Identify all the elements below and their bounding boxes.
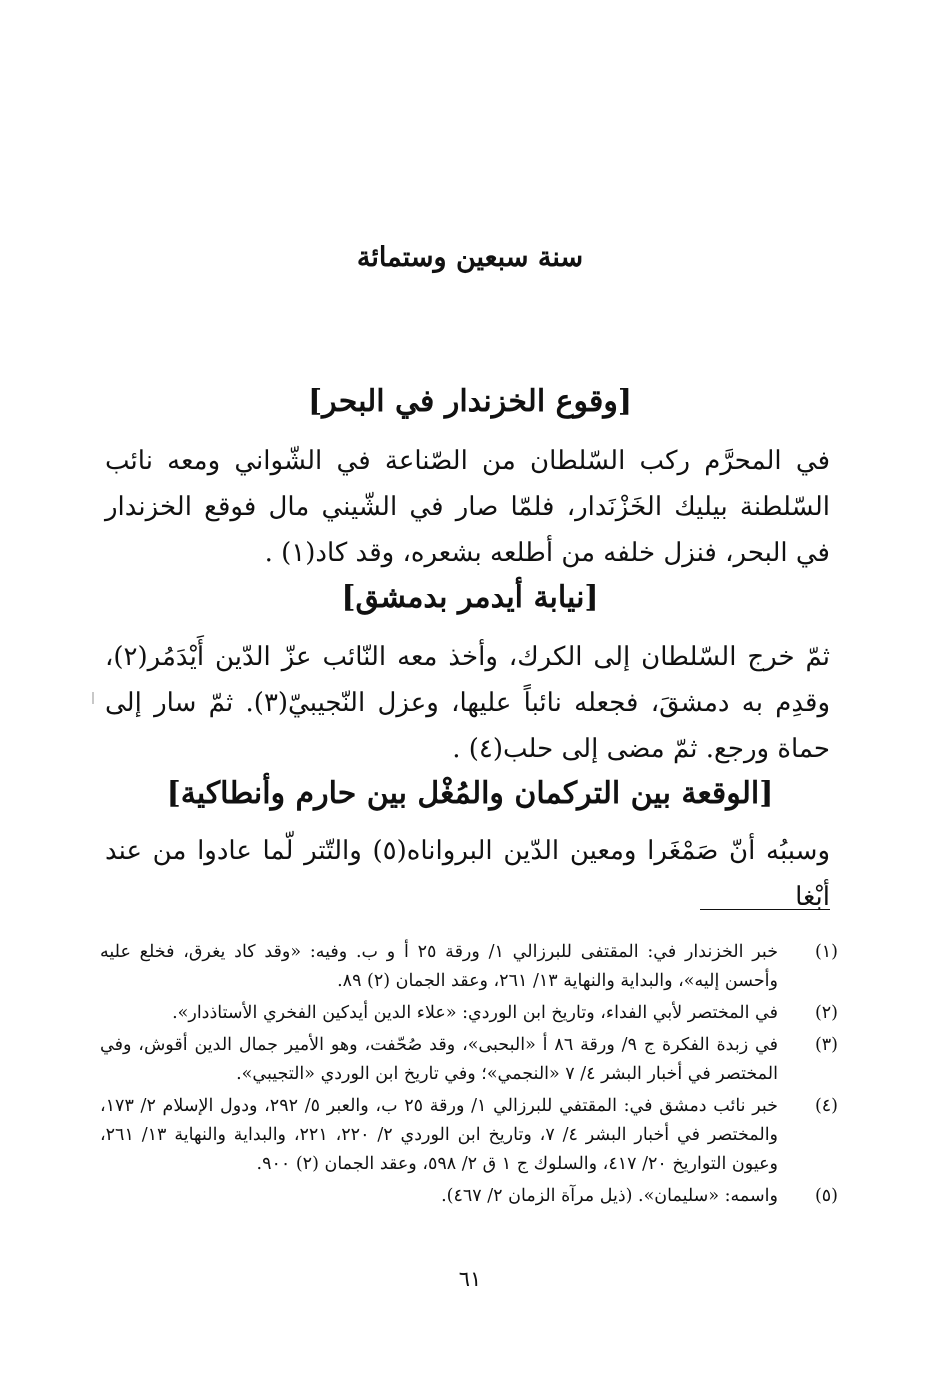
- footnote-text: خبر نائب دمشق في: المقتفي للبرزالي ١/ ورقة ٢٥ ب، والعبر ٥/ ٢٩٢، ودول الإسلام ٢/ ١٧٣، والمختصر في أخبار البشر ٤/ ٧، وتاريخ ابن الوردي ٢/ ٢٢٠، ٢٢١، والبداية والنهاية ١٣/ ٢٦١، وعيون التواريخ ٢٠/ ٤١٧، والسلوك ج ١ ق ٢/ ٥٩٨، وعقد الجمان (٢) ٩٠٠.: [100, 1096, 779, 1174]
- footnote-number: (٥): [814, 1186, 838, 1206]
- footnote: [100, 1182, 838, 1211]
- paragraph-aydamur: ثمّ خرج السّلطان إلى الكرك، وأخذ معه النّائب عزّ الدّين أَيْدَمُر(٢)، وقدِم به دمشقَ، فجعله نائباً عليها، وعزل النّجيبيّ(٣). ثمّ سار إلى حماة ورجع. ثمّ مضى إلى حلب(٤) .: [105, 642, 830, 764]
- footnote-number: (٤): [814, 1096, 838, 1116]
- footnotes: [100, 938, 838, 1214]
- footnote: [100, 999, 838, 1028]
- footnote-text: خبر الخزندار في: المقتفى للبرزالي ١/ ورقة ٢٥ أ و ب. وفيه: «وقد كاد يغرق، فخلع عليه وأحسن إليه»، والبداية والنهاية ١٣/ ٢٦١، وعقد الجمان (٢) ٨٩.: [100, 942, 779, 991]
- footnote: [100, 938, 838, 996]
- page-number: ٦١: [458, 1267, 482, 1291]
- footnote-number: (٢): [814, 1003, 838, 1023]
- footnote: [100, 1092, 838, 1179]
- footnote-text: في زبدة الفكرة ج ٩/ ورقة ٨٦ أ «البحبى»، وقد صُحّفت، وهو الأمير جمال الدين أقوش، وفي المختصر في أخبار البشر ٤/ ٧ «النجمي»؛ وفي تاريخ ابن الوردي «التجيبي».: [100, 1035, 778, 1084]
- paragraph-battle: وسببُه أنّ صَمْغَرا ومعين الدّين البرواناه(٥) والتّتر لّما عادوا من عند أبْغا: [105, 836, 830, 912]
- section-heading-battle: [الوقعة بين التركمان والمُغْل بين حارم وأنطاكية]: [166, 776, 774, 811]
- footnote-number: (٣): [814, 1035, 838, 1055]
- margin-mark: [92, 692, 94, 704]
- footnote-text: واسمه: «سليمان». (ذيل مرآة الزمان ٢/ ٤٦٧).: [441, 1186, 778, 1206]
- paragraph-treasurer: في المحرَّم ركب السّلطان من الصّناعة في الشّواني ومعه نائب السّلطنة بيليك الخَزْنَدار، فلمّا صار في الشّيني مال فوقع الخزندار في البحر، فنزل خلفه من أطلعه بشعره، وقد كاد(١) .: [105, 446, 830, 568]
- year-title: سنة سبعين وستمائة: [356, 242, 584, 273]
- footnote-number: (١): [814, 942, 838, 962]
- footnote-separator: [700, 909, 830, 910]
- footnote: [100, 1031, 838, 1089]
- section-heading-aydamur: [نيابة أيدمر بدمشق]: [341, 580, 599, 615]
- footnote-text: في المختصر لأبي الفداء، وتاريخ ابن الوردي: «علاء الدين أيدكين الفخري الأستاذدار».: [172, 1003, 778, 1023]
- section-heading-treasurer: [وقوع الخزندار في البحر]: [307, 384, 633, 419]
